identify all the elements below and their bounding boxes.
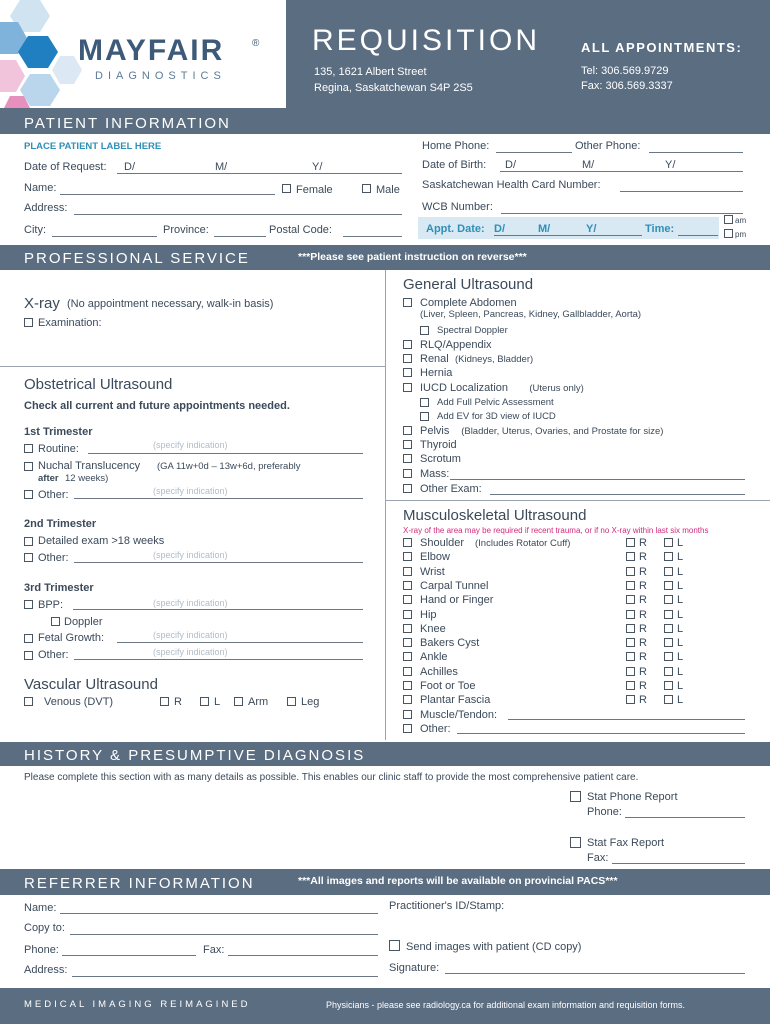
- msk-l-label: L: [677, 565, 684, 578]
- xray-subtitle: (No appointment necessary, walk-in basis): [67, 298, 274, 310]
- msk-l-label: L: [677, 651, 684, 664]
- t2-other-hint: (specify indication): [153, 550, 228, 560]
- routine-checkbox[interactable]: [24, 444, 33, 453]
- appointments-label: ALL APPOINTMENTS:: [581, 40, 743, 55]
- msk-r-checkbox[interactable]: [626, 610, 635, 619]
- male-label: Male: [376, 184, 400, 196]
- date-m: M/: [215, 161, 228, 173]
- appt-date-label: Appt. Date:: [426, 223, 485, 235]
- general-item-checkbox[interactable]: [403, 484, 412, 493]
- header-panel: [286, 0, 770, 108]
- name-label: Name:: [24, 182, 57, 194]
- msk-r-label: R: [639, 565, 647, 578]
- msk-l-label: L: [677, 622, 684, 635]
- msk-l-checkbox[interactable]: [664, 595, 673, 604]
- general-item-label: Other Exam:: [420, 483, 482, 495]
- vascular-l-label: L: [214, 696, 221, 708]
- general-item-checkbox[interactable]: [403, 340, 412, 349]
- leg-checkbox[interactable]: [287, 697, 296, 706]
- appt-date-field[interactable]: [494, 235, 642, 236]
- t3-other-hint: (specify indication): [153, 647, 228, 657]
- msk-l-label: L: [677, 637, 684, 650]
- t2-other-label: Other:: [38, 552, 69, 564]
- msk-l-checkbox[interactable]: [664, 667, 673, 676]
- examination-label: Examination:: [38, 317, 102, 329]
- msk-item-label: Carpal Tunnel: [420, 579, 489, 592]
- fetal-hint: (specify indication): [153, 630, 228, 640]
- trimester2-title: 2nd Trimester: [24, 518, 97, 530]
- general-title: General Ultrasound: [403, 276, 534, 293]
- general-item-label: Hernia: [420, 367, 453, 379]
- trimester3-title: 3rd Trimester: [24, 582, 94, 594]
- general-item-label: Scrotum: [420, 453, 461, 465]
- msk-item-checkbox[interactable]: [403, 595, 412, 604]
- patient-info-band: [0, 108, 770, 134]
- msk-item-checkbox[interactable]: [403, 681, 412, 690]
- muscle-field[interactable]: [508, 719, 745, 720]
- page-title: REQUISITION: [312, 24, 541, 57]
- msk-r-checkbox[interactable]: [626, 652, 635, 661]
- appt-y: Y/: [586, 223, 597, 235]
- shoulder-note: (Includes Rotator Cuff): [475, 538, 571, 549]
- msk-item-checkbox[interactable]: [403, 538, 412, 547]
- msk-item-label: Ankle: [420, 651, 448, 664]
- fax: Fax: 306.569.3337: [581, 80, 673, 92]
- copy-to-field[interactable]: [70, 934, 378, 935]
- dob-d: D/: [505, 159, 516, 171]
- general-item-checkbox[interactable]: [403, 368, 412, 377]
- msk-r-checkbox[interactable]: [626, 624, 635, 633]
- examination-checkbox[interactable]: [24, 318, 33, 327]
- t2-other-checkbox[interactable]: [24, 553, 33, 562]
- other-phone-label: Other Phone:: [575, 140, 641, 152]
- msk-title: Musculoskeletal Ultrasound: [403, 507, 587, 524]
- patient-info-title: PATIENT INFORMATION: [24, 115, 231, 132]
- referrer-phone-label: Phone:: [24, 944, 59, 956]
- divider: [385, 500, 770, 501]
- referrer-phone-field[interactable]: [62, 955, 196, 956]
- msk-item-label: Knee: [420, 622, 446, 635]
- date-request-field[interactable]: [117, 173, 402, 174]
- stat-fax-checkbox[interactable]: [570, 837, 581, 848]
- home-phone-label: Home Phone:: [422, 140, 490, 152]
- msk-item-label: Bakers Cyst: [420, 637, 480, 650]
- health-card-field[interactable]: [620, 191, 743, 192]
- t1-other-field[interactable]: [74, 498, 363, 499]
- msk-other-field[interactable]: [457, 733, 745, 734]
- msk-r-label: R: [639, 579, 647, 592]
- msk-l-label: L: [677, 551, 684, 564]
- signature-field[interactable]: [445, 973, 745, 974]
- msk-r-label: R: [639, 665, 647, 678]
- professional-title: PROFESSIONAL SERVICE: [24, 250, 250, 267]
- brand-name: MAYFAIR: [78, 34, 225, 67]
- xray-title: X-ray: [24, 295, 60, 312]
- msk-r-label: R: [639, 537, 647, 549]
- referrer-fax-field[interactable]: [228, 955, 378, 956]
- footer-note: Physicians - please see radiology.ca for additional exam information and requisition forms.: [326, 1000, 686, 1010]
- mass-field[interactable]: [450, 479, 745, 480]
- stat-fax-field[interactable]: [612, 863, 745, 864]
- time-label: Time:: [645, 223, 675, 235]
- msk-r-checkbox[interactable]: [626, 667, 635, 676]
- msk-r-checkbox[interactable]: [626, 681, 635, 690]
- referrer-name-label: Name:: [24, 902, 57, 914]
- male-checkbox[interactable]: [362, 184, 371, 193]
- address-line1: 135, 1621 Albert Street: [314, 66, 427, 78]
- referrer-address-label: Address:: [24, 964, 68, 976]
- appt-m: M/: [538, 223, 551, 235]
- msk-r-checkbox[interactable]: [626, 595, 635, 604]
- msk-l-checkbox[interactable]: [664, 624, 673, 633]
- msk-l-checkbox[interactable]: [664, 581, 673, 590]
- msk-item-label: Plantar Fascia: [420, 694, 491, 707]
- referrer-address-field[interactable]: [72, 976, 378, 977]
- general-item-checkbox[interactable]: [403, 454, 412, 463]
- msk-item-label: Wrist: [420, 565, 445, 578]
- general-item-checkbox[interactable]: [420, 412, 429, 421]
- msk-l-checkbox[interactable]: [664, 552, 673, 561]
- msk-l-checkbox[interactable]: [664, 610, 673, 619]
- msk-item-checkbox[interactable]: [403, 552, 412, 561]
- pm-label: pm: [735, 230, 747, 239]
- general-item-detail: (Uterus only): [529, 383, 584, 394]
- bpp-hint: (specify indication): [153, 598, 228, 608]
- wcb-field[interactable]: [501, 213, 743, 214]
- history-band: [0, 742, 770, 766]
- msk-item-label: Elbow: [420, 551, 450, 564]
- footer-tagline: MEDICAL IMAGING REIMAGINED: [24, 999, 251, 1010]
- msk-r-label: R: [639, 694, 647, 707]
- province-label: Province:: [163, 224, 209, 236]
- bpp-field[interactable]: [73, 609, 363, 610]
- copy-to-label: Copy to:: [24, 922, 65, 934]
- msk-r-label: R: [639, 608, 647, 621]
- general-item-label: RLQ/Appendix: [420, 339, 492, 351]
- column-divider: [385, 270, 386, 740]
- general-item-label: Add EV for 3D view of IUCD: [437, 411, 556, 422]
- general-item-checkbox[interactable]: [403, 354, 412, 363]
- detailed-checkbox[interactable]: [24, 537, 33, 546]
- divider: [0, 366, 385, 367]
- msk-item-checkbox[interactable]: [403, 624, 412, 633]
- professional-band: [0, 245, 770, 270]
- msk-l-label: L: [677, 608, 684, 621]
- venous-checkbox[interactable]: [24, 697, 33, 706]
- date-d: D/: [124, 161, 135, 173]
- msk-r-label: R: [639, 594, 647, 607]
- msk-r-label: R: [639, 651, 647, 664]
- city-field[interactable]: [52, 236, 157, 237]
- general-item-checkbox[interactable]: [420, 326, 429, 335]
- msk-l-checkbox[interactable]: [664, 681, 673, 690]
- general-item-label: Renal: [420, 353, 449, 365]
- msk-item-checkbox[interactable]: [403, 638, 412, 647]
- am-label: am: [735, 216, 747, 225]
- send-images-label: Send images with patient (CD copy): [406, 941, 582, 953]
- logo: [0, 0, 90, 108]
- nuchal-note: (GA 11w+0d – 13w+6d, preferably: [157, 461, 301, 472]
- msk-l-checkbox[interactable]: [664, 652, 673, 661]
- msk-r-label: R: [639, 680, 647, 692]
- general-item-checkbox[interactable]: [403, 440, 412, 449]
- general-item-checkbox[interactable]: [403, 426, 412, 435]
- stat-fax-label: Stat Fax Report: [587, 837, 665, 849]
- address-label: Address:: [24, 202, 68, 214]
- brand-registered: ®: [252, 38, 260, 49]
- signature-label: Signature:: [389, 962, 440, 974]
- abdomen-detail: (Liver, Spleen, Pancreas, Kidney, Gallbladder, Aorta): [420, 309, 642, 320]
- leg-label: Leg: [301, 696, 320, 708]
- obstetrical-title: Obstetrical Ultrasound: [24, 376, 173, 393]
- health-card-label: Saskatchewan Health Card Number:: [422, 179, 601, 191]
- general-item-checkbox[interactable]: [403, 469, 412, 478]
- general-item-label: IUCD Localization: [420, 382, 509, 394]
- msk-l-checkbox[interactable]: [664, 567, 673, 576]
- t2-other-field[interactable]: [74, 562, 363, 563]
- msk-r-checkbox[interactable]: [626, 567, 635, 576]
- venous-label: Venous (DVT): [44, 696, 114, 708]
- time-field[interactable]: [678, 235, 718, 236]
- female-checkbox[interactable]: [282, 184, 291, 193]
- home-phone-field[interactable]: [496, 152, 572, 153]
- tel: Tel: 306.569.9729: [581, 65, 669, 77]
- postal-field[interactable]: [343, 236, 402, 237]
- general-item-checkbox[interactable]: [403, 383, 412, 392]
- routine-hint: (specify indication): [153, 440, 228, 450]
- t3-other-field[interactable]: [74, 659, 363, 660]
- dob-label: Date of Birth:: [422, 159, 487, 171]
- history-title: HISTORY & PRESUMPTIVE DIAGNOSIS: [24, 747, 366, 764]
- name-field[interactable]: [60, 194, 275, 195]
- stat-phone-checkbox[interactable]: [570, 791, 581, 802]
- msk-r-checkbox[interactable]: [626, 638, 635, 647]
- general-item-checkbox[interactable]: [403, 298, 412, 307]
- address-field[interactable]: [74, 214, 402, 215]
- msk-l-checkbox[interactable]: [664, 538, 673, 547]
- doppler-checkbox[interactable]: [51, 617, 60, 626]
- msk-r-checkbox[interactable]: [626, 695, 635, 704]
- patient-label-note: PLACE PATIENT LABEL HERE: [24, 141, 162, 152]
- dob-m: M/: [582, 159, 595, 171]
- msk-l-label: L: [677, 579, 684, 592]
- referrer-fax-label: Fax:: [203, 944, 225, 956]
- t1-other-hint: (specify indication): [153, 486, 228, 496]
- other-exam-field[interactable]: [490, 494, 745, 495]
- history-note: Please complete this section with as many details as possible. This enables our clinic staff to provide the most comprehensive patient care.: [24, 772, 639, 783]
- nuchal-label: Nuchal Translucency: [38, 460, 141, 472]
- t1-other-label: Other:: [38, 489, 69, 501]
- fetal-checkbox[interactable]: [24, 634, 33, 643]
- msk-warning: X-ray of the area may be required if recent trauma, or if no X-ray within last six months: [403, 526, 709, 535]
- msk-item-label: Hand or Finger: [420, 594, 494, 607]
- msk-item-checkbox[interactable]: [403, 652, 412, 661]
- fetal-field[interactable]: [117, 642, 363, 643]
- msk-item-label: Shoulder: [420, 537, 465, 549]
- msk-item-label: Foot or Toe: [420, 680, 476, 692]
- pm-checkbox[interactable]: [724, 229, 733, 238]
- msk-item-label: Hip: [420, 608, 437, 621]
- msk-l-checkbox[interactable]: [664, 638, 673, 647]
- general-item-label: Spectral Doppler: [437, 325, 508, 336]
- bpp-checkbox[interactable]: [24, 600, 33, 609]
- arm-checkbox[interactable]: [234, 697, 243, 706]
- msk-l-label: L: [677, 694, 684, 707]
- address-line2: Regina, Saskatchewan S4P 2S5: [314, 82, 473, 94]
- msk-r-checkbox[interactable]: [626, 552, 635, 561]
- am-checkbox[interactable]: [724, 215, 733, 224]
- referrer-band: [0, 869, 770, 895]
- detailed-label: Detailed exam >18 weeks: [38, 535, 165, 547]
- nuchal-after: after: [38, 473, 59, 484]
- general-item-detail: (Bladder, Uterus, Ovaries, and Prostate for size): [461, 426, 664, 437]
- general-item-label: Pelvis: [420, 425, 450, 437]
- send-images-checkbox[interactable]: [389, 940, 400, 951]
- practitioner-label: Practitioner's ID/Stamp:: [389, 900, 505, 912]
- msk-r-checkbox[interactable]: [626, 538, 635, 547]
- t3-other-checkbox[interactable]: [24, 651, 33, 660]
- province-field[interactable]: [214, 236, 266, 237]
- other-phone-field[interactable]: [649, 152, 743, 153]
- msk-item-label: Muscle/Tendon:: [420, 708, 498, 721]
- msk-item-checkbox[interactable]: [403, 724, 412, 733]
- stat-phone-label: Stat Phone Report: [587, 791, 678, 803]
- routine-field[interactable]: [88, 453, 363, 454]
- doppler-label: Doppler: [64, 616, 103, 628]
- msk-item-checkbox[interactable]: [403, 581, 412, 590]
- msk-l-label: L: [677, 537, 684, 549]
- stat-fax-fax-label: Fax:: [587, 852, 609, 864]
- obstetrical-note: Check all current and future appointments needed.: [24, 400, 290, 412]
- general-item-label: Complete Abdomen: [420, 297, 517, 309]
- arm-label: Arm: [248, 696, 269, 708]
- trimester1-title: 1st Trimester: [24, 426, 93, 438]
- date-request-label: Date of Request:: [24, 161, 107, 173]
- msk-item-label: Achilles: [420, 665, 458, 678]
- fetal-label: Fetal Growth:: [38, 632, 105, 644]
- msk-item-checkbox[interactable]: [403, 567, 412, 576]
- general-item-label: Mass:: [420, 468, 450, 480]
- footer-band: [0, 988, 770, 1024]
- general-item-checkbox[interactable]: [420, 398, 429, 407]
- postal-label: Postal Code:: [269, 224, 332, 236]
- appt-d: D/: [494, 223, 505, 235]
- vascular-l-checkbox[interactable]: [200, 697, 209, 706]
- msk-l-checkbox[interactable]: [664, 695, 673, 704]
- wcb-label: WCB Number:: [422, 201, 493, 213]
- female-label: Female: [296, 184, 333, 196]
- msk-item-checkbox[interactable]: [403, 695, 412, 704]
- general-item-detail: (Kidneys, Bladder): [455, 354, 534, 365]
- dob-y: Y/: [665, 159, 676, 171]
- t3-other-label: Other:: [38, 649, 69, 661]
- msk-r-checkbox[interactable]: [626, 581, 635, 590]
- msk-r-label: R: [639, 622, 647, 635]
- referrer-note: ***All images and reports will be available on provincial PACS***: [298, 875, 618, 887]
- routine-label: Routine:: [38, 443, 79, 455]
- msk-r-label: R: [639, 551, 647, 564]
- referrer-title: REFERRER INFORMATION: [24, 875, 255, 892]
- stat-phone-phone-label: Phone:: [587, 806, 622, 818]
- brand-subtitle: DIAGNOSTICS: [95, 70, 226, 82]
- vascular-title: Vascular Ultrasound: [24, 676, 158, 693]
- city-label: City:: [24, 224, 46, 236]
- t1-other-checkbox[interactable]: [24, 490, 33, 499]
- msk-item-checkbox[interactable]: [403, 710, 412, 719]
- general-item-label: Thyroid: [420, 439, 457, 451]
- nuchal-weeks: 12 weeks): [65, 473, 109, 484]
- msk-item-checkbox[interactable]: [403, 667, 412, 676]
- vascular-r-label: R: [174, 696, 182, 708]
- bpp-label: BPP:: [38, 599, 64, 611]
- dob-field[interactable]: [500, 171, 743, 172]
- date-y: Y/: [312, 161, 323, 173]
- msk-r-label: R: [639, 637, 647, 650]
- msk-l-label: L: [677, 594, 684, 607]
- referrer-name-field[interactable]: [60, 913, 378, 914]
- msk-item-checkbox[interactable]: [403, 610, 412, 619]
- msk-l-label: L: [677, 680, 684, 692]
- msk-item-label: Other:: [420, 722, 451, 735]
- vascular-r-checkbox[interactable]: [160, 697, 169, 706]
- msk-l-label: L: [677, 665, 684, 678]
- nuchal-checkbox[interactable]: [24, 462, 33, 471]
- stat-phone-field[interactable]: [625, 817, 745, 818]
- professional-note: ***Please see patient instruction on reverse***: [298, 251, 527, 263]
- general-item-label: Add Full Pelvic Assessment: [437, 397, 554, 408]
